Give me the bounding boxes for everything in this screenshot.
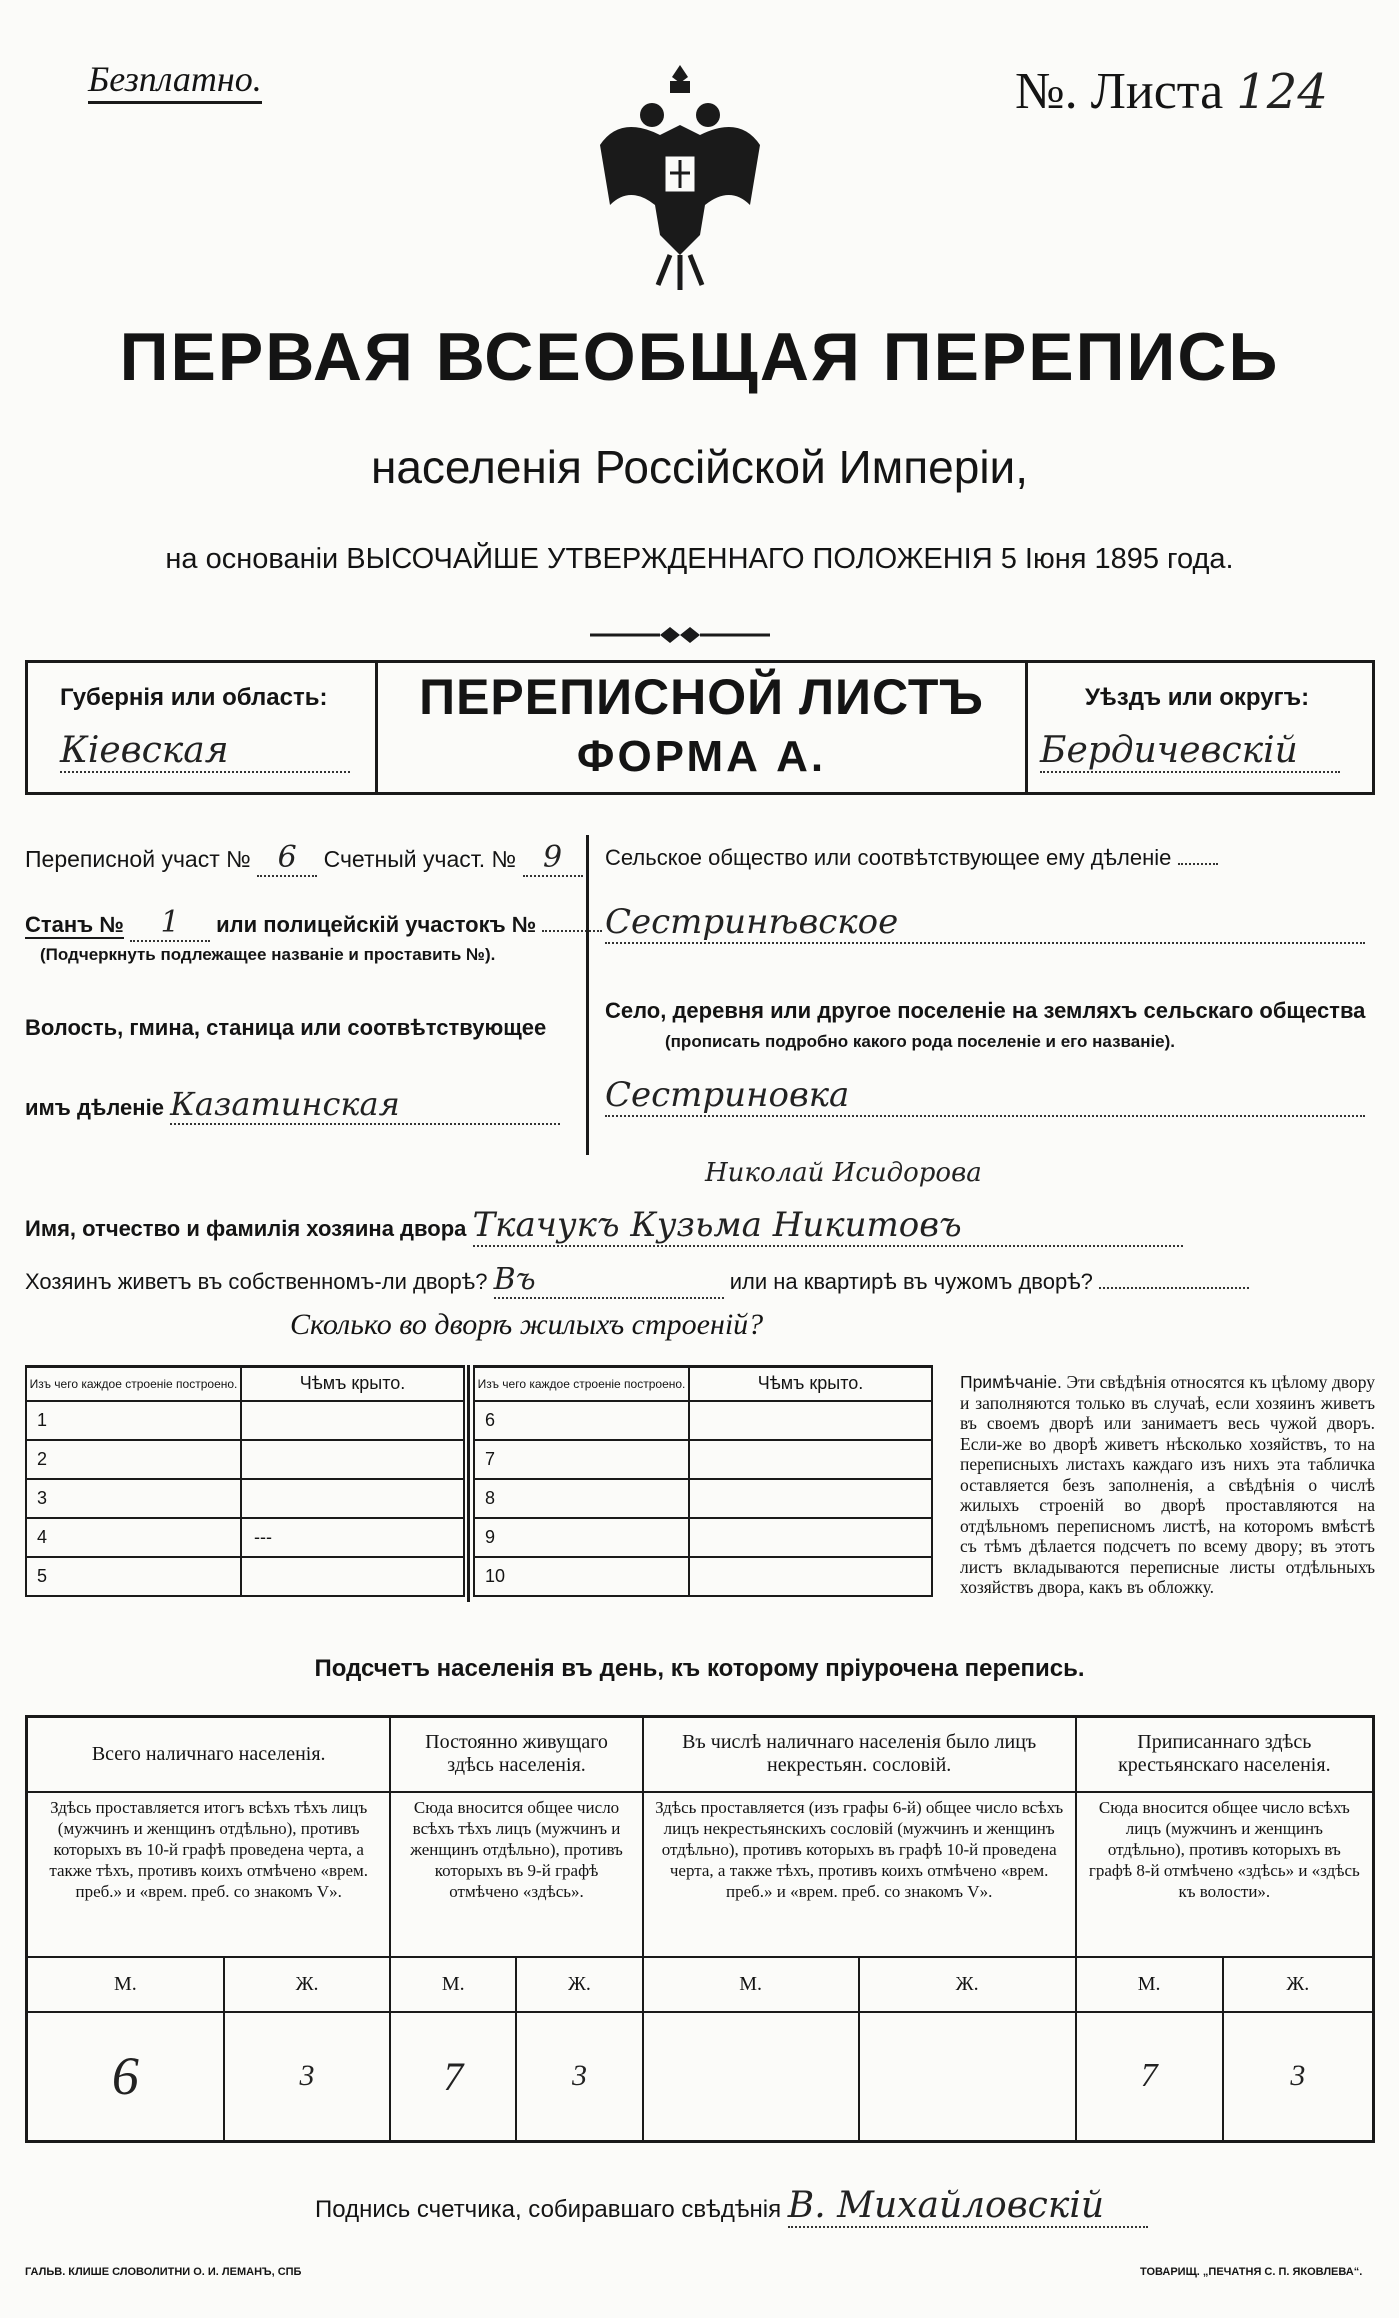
buildings-question: Сколько во дворѣ жилыхъ строеній? — [290, 1308, 764, 1341]
col-material-header: Изъ чего каждое строеніе построено. — [474, 1367, 689, 1401]
uezd-label: Уѣздъ или округъ: — [1085, 684, 1310, 711]
pop-value-zh: 3 — [516, 2012, 642, 2142]
col-roof-header: Чѣмъ крыто. — [689, 1367, 932, 1401]
pop-col-header: Приписаннаго здѣсь крестьянскаго населенія. — [1076, 1717, 1374, 1792]
m-label: М. — [390, 1957, 516, 2012]
building-row-number: 7 — [474, 1440, 689, 1479]
pop-col-desc: Сюда вносится общее число всѣхъ тѣхъ лицъ (мужчинъ и женщинъ отдѣльно), противъ которыхъ въ 9-й графѣ отмѣчено «здѣсь». — [390, 1792, 642, 1957]
building-row4-mark: --- — [241, 1518, 464, 1557]
form-title: ПЕРЕПИСНОЙ ЛИСТЪ — [419, 669, 984, 725]
building-row-number: 2 — [26, 1440, 241, 1479]
buildings-table-right — [473, 1365, 933, 1597]
stan-value: 1 — [130, 905, 210, 942]
buildings-note: Примѣчаніе. Эти свѣдѣнія относятся къ цѣлому двору и заполняются только въ случаѣ, если хозяинъ живетъ въ своемъ дворѣ или занимаетъ весь чужой дворъ. Если-же во дворѣ живетъ нѣсколько хозяйствъ, то на переписныхъ листахъ каждаго изъ нихъ эта табличка оставляется безъ заполненія, а свѣдѣнія о числѣ жилыхъ строеній во дворѣ проставляются на отдѣльномъ переписномъ листѣ, на которомъ вмѣстѣ съ тѣмъ дѣлается подсчетъ по всему двору; въ этотъ листъ вкладываются переписные листы отдѣльныхъ хозяйствъ двора, какъ въ обложку. — [960, 1372, 1376, 1597]
subtitle: населенія Россійской Имперіи, — [370, 441, 1029, 493]
pop-value-m: 6 — [27, 2012, 224, 2142]
m-label: М. — [1076, 1957, 1223, 2012]
buildings-table-left — [25, 1365, 465, 1597]
building-row-number: 8 — [474, 1479, 689, 1518]
gubernia-label: Губернія или область: — [60, 684, 328, 711]
pop-value-m — [643, 2012, 859, 2142]
building-row-number: 4 — [26, 1518, 241, 1557]
gubernia-value: Кіевская — [60, 730, 350, 773]
pop-col-desc: Здѣсь проставляется итогъ всѣхъ тѣхъ лицъ (мужчинъ и женщинъ отдѣльно), противъ которыхъ въ 10-й графѣ проведена черта, а также тѣхъ, противъ коихъ отмѣчено «врем. преб.» и «врем. преб. со знакомъ V». — [27, 1792, 391, 1957]
zh-label: Ж. — [859, 1957, 1076, 2012]
society-label: Сельское общество или соотвѣтствующее ему дѣленіе — [605, 845, 1218, 871]
sheet-number: №. Листа 124 — [1015, 63, 1328, 120]
free-label: Безплатно. — [88, 58, 262, 100]
m-label: М. — [643, 1957, 859, 2012]
stan-note: (Подчеркнуть подлежащее названіе и проставить №). — [40, 945, 496, 964]
volost-row: имъ дѣленіе Казатинская — [25, 1085, 560, 1125]
uezd-value: Бердичевскій — [1040, 730, 1340, 773]
sheet-number-value: 124 — [1236, 64, 1328, 120]
own-yard-row: Хозяинъ живетъ въ собственномъ-ли дворѣ? Въ или на квартирѣ въ чужомъ дворѣ? — [25, 1262, 1249, 1299]
col-roof-header: Чѣмъ крыто. — [241, 1367, 464, 1401]
volost-label: Волость, гмина, станица или соотвѣтствующее — [25, 1015, 547, 1040]
ornament-icon — [590, 622, 770, 648]
main-title: ПЕРВАЯ ВСЕОБЩАЯ ПЕРЕПИСЬ — [119, 319, 1280, 395]
building-row-number: 9 — [474, 1518, 689, 1557]
footer-right: ТОВАРИЩ. „ПЕЧАТНЯ С. П. ЯКОВЛЕВА“. — [1140, 2266, 1363, 2278]
zh-label: Ж. — [1223, 1957, 1374, 2012]
building-row-number: 5 — [26, 1557, 241, 1596]
pop-col-header: Постоянно живущаго здѣсь населенія. — [390, 1717, 642, 1792]
pop-value-zh: 3 — [1223, 2012, 1374, 2142]
village-label: Село, деревня или другое поселеніе на земляхъ сельскаго общества — [605, 998, 1366, 1023]
pop-value-zh — [859, 2012, 1076, 2142]
signature-row: Поднись счетчика, собиравшаго свѣдѣнія В. Михайловскій — [315, 2185, 1148, 2228]
own-yard-value: Въ — [494, 1262, 724, 1299]
pop-value-zh: 3 — [224, 2012, 391, 2142]
schetny-value: 9 — [523, 840, 583, 877]
pop-value-m: 7 — [1076, 2012, 1223, 2142]
population-table — [25, 1715, 1375, 2143]
footer-left: ГАЛЬВ. КЛИШЕ СЛОВОЛИТНИ О. И. ЛЕМАНЪ, СПБ — [25, 2266, 302, 2278]
owner-name-row: Имя, отчество и фамилія хозяина двора Ткачукъ Кузьма Никитовъ — [25, 1205, 1183, 1247]
double-headed-eagle-icon — [590, 55, 770, 295]
pop-col-header: Всего наличнаго населенія. — [27, 1717, 391, 1792]
uchastok-value: 6 — [257, 840, 317, 877]
pop-col-header: Въ числѣ наличнаго населенія было лицъ некрестьян. сословій. — [643, 1717, 1076, 1792]
signature-value: В. Михайловскій — [788, 2185, 1148, 2228]
building-row-number: 6 — [474, 1401, 689, 1440]
building-row-number: 3 — [26, 1479, 241, 1518]
m-label: М. — [27, 1957, 224, 2012]
building-row-number: 1 — [26, 1401, 241, 1440]
village-value: Сестриновка — [605, 1075, 1365, 1117]
uchastok-row: Переписной участ № 6 Счетный участ. № 9 — [25, 840, 583, 877]
zh-label: Ж. — [516, 1957, 642, 2012]
pop-value-m: 7 — [390, 2012, 516, 2142]
col-material-header: Изъ чего каждое строеніе построено. — [26, 1367, 241, 1401]
volost-value: Казатинская — [170, 1085, 560, 1125]
village-note: (прописать подробно какого рода поселеніе и его названіе). — [665, 1032, 1176, 1051]
basis-line: на основаніи ВЫСОЧАЙШЕ УТВЕРЖДЕННАГО ПОЛОЖЕНІЯ 5 Іюня 1895 года. — [165, 543, 1234, 575]
building-row-number: 10 — [474, 1557, 689, 1596]
population-title: Подсчетъ населенія въ день, къ которому пріурочена перепись. — [314, 1655, 1085, 1682]
owner-name-correction: Николай Исидорова — [705, 1158, 982, 1188]
zh-label: Ж. — [224, 1957, 391, 2012]
stan-row: Станъ № 1 или полицейскій участокъ № — [25, 905, 602, 942]
pop-col-desc: Здѣсь проставляется (изъ графы 6-й) общее число всѣхъ лицъ некрестьянскихъ сословій (мужчинъ и женщинъ отдѣльно), противъ которыхъ въ графѣ 10-й проведена черта, а также тѣхъ, противъ коихъ отмѣчено «врем. преб.» и «врем. преб. со знакомъ V». — [643, 1792, 1076, 1957]
society-value: Сестринѣвское — [605, 902, 1365, 944]
form-name: ФОРМА А. — [576, 732, 827, 781]
owner-name-value: Ткачукъ Кузьма Никитовъ — [473, 1205, 1183, 1247]
pop-col-desc: Сюда вносится общее число всѣхъ лицъ (мужчинъ и женщинъ отдѣльно), противъ которыхъ въ графѣ 8-й отмѣчено «здѣсь» и «здѣсь къ волости». — [1076, 1792, 1374, 1957]
